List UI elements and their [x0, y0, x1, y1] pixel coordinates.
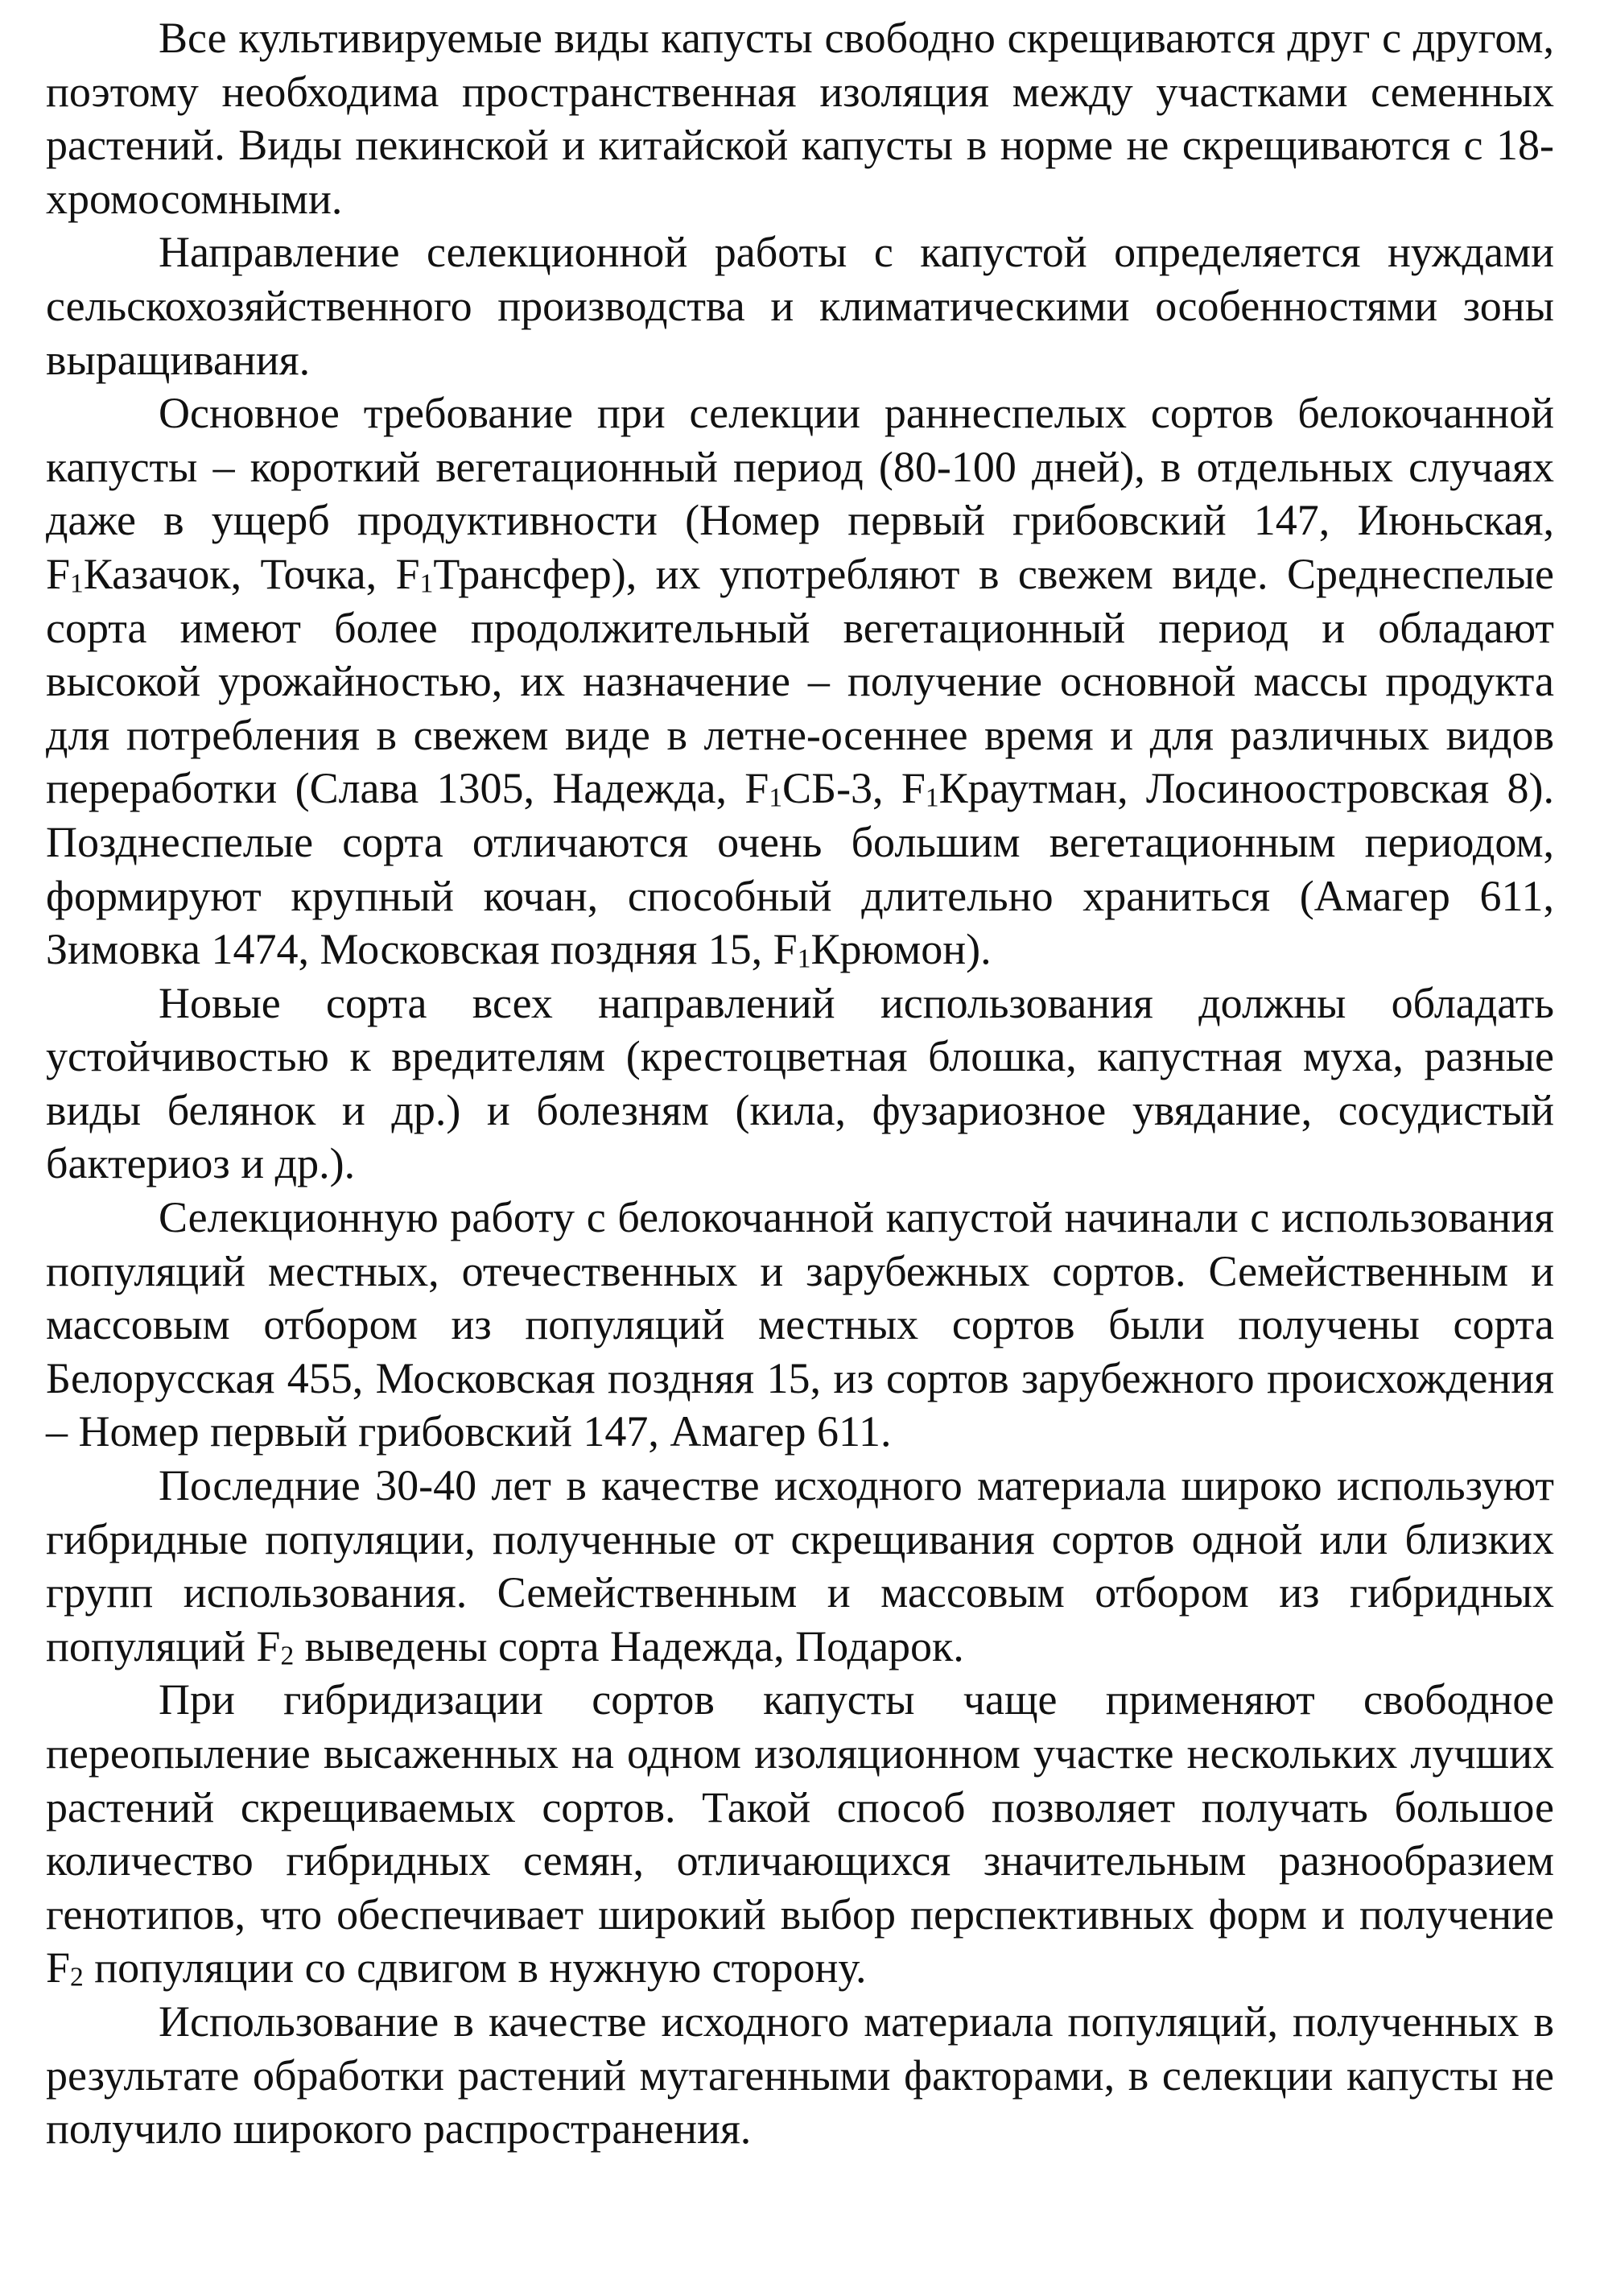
paragraph-text: Селекционную работу с белокочанной капустой начинали с использования популяций местных, отечественных и зарубежных сортов. Семейственным и массовым отбором из популяций местных сортов были получены сорта Белорусская 455, Московская поздняя 15, из сортов зарубежного происхождения – Номер первый грибовский 147, Амагер 611.	[46, 1193, 1554, 1456]
document-page	[46, 11, 1554, 2156]
paragraph-text: Краутман, Лосиноостровская 8). Позднеспелые сорта отличаются очень большим вегетационным периодом, формируют крупный кочан, способный длительно храниться (Амагер 611, Зимовка 1474, Московская поздняя 15, F	[46, 764, 1555, 974]
paragraph	[46, 1191, 1554, 1459]
paragraph	[46, 386, 1554, 977]
paragraph-text: Последние 30-40 лет в качестве исходного материала широко используют гибридные популяции, полученные от скрещивания сортов одной или близких групп использования. Семейственным и массовым отбором из гибридных популяций F	[46, 1461, 1554, 1670]
subscript: 1	[419, 568, 434, 599]
paragraph-text: Казачок, Точка, F	[83, 549, 420, 598]
paragraph-text: СБ-3, F	[782, 764, 926, 813]
paragraph-text: Все культивируемые виды капусты свободно скрещиваются друг с другом, поэтому необходима пространственная изоляция между участками семенных растений. Виды пекинской и китайской капусты в норме не скрещиваются с 18-хромосомными.	[46, 14, 1554, 223]
subscript: 1	[797, 944, 811, 974]
paragraph-text: выведены сорта Надежда, Подарок.	[294, 1621, 964, 1670]
paragraph-text: Использование в качестве исходного материала популяций, полученных в результате обработки растений мутагенными факторами, в селекции капусты не получило широкого распространения.	[46, 1997, 1554, 2154]
paragraph	[46, 977, 1554, 1191]
paragraph	[46, 1459, 1554, 1673]
paragraph-text: Направление селекционной работы с капустой определяется нуждами сельскохозяйственного производства и климатическими особенностями зоны выращивания.	[46, 228, 1554, 384]
paragraph-text: Основное требование при селекции раннеспелых сортов белокочанной капусты – короткий вегетационный период (80-100 дней), в отдельных случаях даже в ущерб продуктивности (Номер первый грибовский 147, Июньская, F	[46, 389, 1554, 598]
paragraph-text: Новые сорта всех направлений использования должны обладать устойчивостью к вредителям (крестоцветная блошка, капустная муха, разные виды белянок и др.) и болезням (кила, фузариозное увядание, сосудистый бактериоз и др.).	[46, 978, 1554, 1188]
subscript: 2	[70, 1963, 84, 1993]
paragraph	[46, 225, 1554, 386]
paragraph-text: популяции со сдвигом в нужную сторону.	[83, 1943, 867, 1992]
paragraph	[46, 1673, 1554, 1995]
subscript: 1	[769, 783, 783, 813]
subscript: 2	[280, 1641, 295, 1671]
paragraph	[46, 11, 1554, 225]
paragraph-text: При гибридизации сортов капусты чаще применяют свободное переопыление высаженных на одном изоляционном участке нескольких лучших растений скрещиваемых сортов. Такой способ позволяет получать большое количество гибридных семян, отличающихся значительным разнообразием генотипов, что обеспечивает широкий выбор перспективных форм и получение F	[46, 1675, 1554, 1992]
subscript: 1	[70, 568, 84, 599]
paragraph-text: Крюмон).	[810, 925, 992, 974]
paragraph	[46, 1995, 1554, 2156]
subscript: 1	[925, 783, 939, 813]
paragraph-text: Трансфер), их употребляют в свежем виде. Среднеспелые сорта имеют более продолжительный вегетационный период и обладают высокой урожайностью, их назначение – получение основной массы продукта для потребления в свежем виде в летне-осеннее время и для различных видов переработки (Слава 1305, Надежда, F	[46, 549, 1554, 813]
